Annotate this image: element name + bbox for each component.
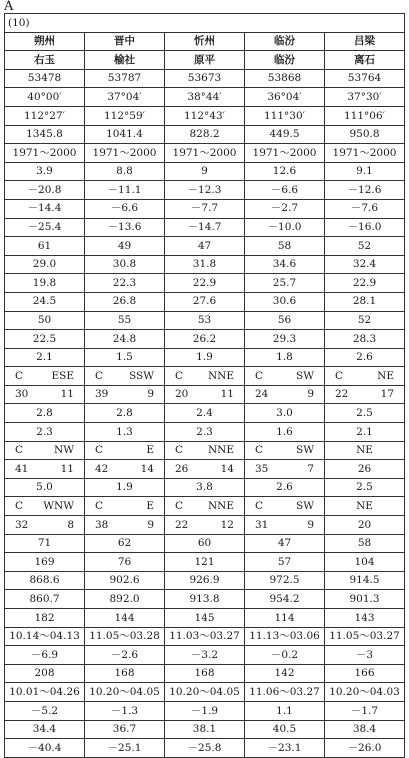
table-cell — [245, 385, 325, 404]
cell-part: C — [255, 499, 264, 512]
cell-part: 9 — [147, 388, 154, 401]
table-cell: 32.4 — [325, 255, 405, 274]
cell-part: 17 — [380, 388, 395, 401]
table-cell: －13.6 — [85, 218, 165, 237]
data-row — [5, 237, 405, 256]
table-cell: 2.4 — [165, 404, 245, 423]
table-cell: 25.7 — [245, 274, 325, 293]
table-cell: 901.3 — [325, 590, 405, 609]
table-cell: 168 — [165, 664, 245, 683]
cell-part: 32 — [15, 518, 29, 531]
table-cell: 950.8 — [325, 125, 405, 144]
table-cell: 原平 — [165, 51, 245, 70]
table-cell: －0.2 — [245, 646, 325, 665]
table-cell: 1.9 — [165, 348, 245, 367]
cell-part: 9 — [147, 518, 154, 531]
data-row — [5, 478, 405, 497]
table-cell: 11.06～03.27 — [245, 683, 325, 702]
cell-part: SSW — [129, 369, 154, 382]
table-cell: 2.8 — [85, 404, 165, 423]
cell-part: SW — [296, 369, 314, 382]
table-cell: 144 — [85, 609, 165, 628]
table-cell: 2.6 — [245, 478, 325, 497]
table-cell: 860.7 — [5, 590, 85, 609]
table-cell: －1.9 — [165, 701, 245, 720]
table-cell: 1971～2000 — [245, 144, 325, 163]
table-cell: 104 — [325, 553, 405, 572]
cell-part: 31 — [255, 518, 269, 531]
table-cell: 47 — [245, 534, 325, 553]
data-row — [5, 181, 405, 200]
table-cell: －3.2 — [165, 646, 245, 665]
cell-part: NNE — [207, 369, 234, 382]
table-cell — [85, 460, 165, 479]
data-row — [5, 646, 405, 665]
table-cell: 828.2 — [165, 125, 245, 144]
cell-part: 11 — [220, 388, 234, 401]
table-cell — [325, 441, 405, 460]
table-cell — [5, 367, 85, 386]
table-cell: 29.0 — [5, 255, 85, 274]
table-cell: 38.4 — [325, 720, 405, 739]
cell-part: 8 — [67, 518, 74, 531]
table-cell: 34.6 — [245, 255, 325, 274]
data-row — [5, 534, 405, 553]
table-cell: 143 — [325, 609, 405, 628]
cell-part: 22 — [175, 518, 189, 531]
data-row — [5, 683, 405, 702]
data-row — [5, 590, 405, 609]
data-row — [5, 292, 405, 311]
table-cell: 8.8 — [85, 162, 165, 181]
table-cell — [165, 385, 245, 404]
table-cell — [165, 460, 245, 479]
table-cell: 168 — [85, 664, 165, 683]
cell-part: E — [146, 444, 154, 457]
cell-part: NW — [54, 444, 74, 457]
cell-part: NNE — [207, 499, 234, 512]
data-row — [5, 739, 405, 758]
table-cell: 10.20～04.05 — [85, 683, 165, 702]
table-cell: －12.3 — [165, 181, 245, 200]
cell-part: C — [95, 499, 104, 512]
table-cell: 1041.4 — [85, 125, 165, 144]
cell-part: 39 — [95, 388, 109, 401]
table-cell: －5.2 — [5, 701, 85, 720]
cell-part: 30 — [15, 388, 29, 401]
table-cell — [325, 385, 405, 404]
table-cell — [325, 460, 405, 479]
table-cell: 892.0 — [85, 590, 165, 609]
table-cell: －2.7 — [245, 199, 325, 218]
table-cell: 53673 — [165, 69, 245, 88]
table-cell: 76 — [85, 553, 165, 572]
data-row — [5, 125, 405, 144]
table-cell: －26.0 — [325, 739, 405, 758]
table-cell: 972.5 — [245, 571, 325, 590]
table-cell — [85, 516, 165, 535]
table-cell: 145 — [165, 609, 245, 628]
cell-part: C — [95, 369, 104, 382]
data-row — [5, 330, 405, 349]
table-cell: 1.5 — [85, 348, 165, 367]
table-cell: 2.6 — [325, 348, 405, 367]
table-cell: 58 — [325, 534, 405, 553]
table-cell: 111°06′ — [325, 106, 405, 125]
table-cell — [5, 497, 85, 516]
table-cell: 26.8 — [85, 292, 165, 311]
table-cell: 53478 — [5, 69, 85, 88]
table-cell: 902.6 — [85, 571, 165, 590]
table-cell: 47 — [165, 237, 245, 256]
cell-part: C — [175, 369, 184, 382]
cell-part: 22 — [335, 388, 349, 401]
table-cell — [85, 497, 165, 516]
table-cell: 38°44′ — [165, 88, 245, 107]
data-row — [5, 701, 405, 720]
table-cell: 5.0 — [5, 478, 85, 497]
table-cell: 3.0 — [245, 404, 325, 423]
table-cell: 2.1 — [325, 423, 405, 442]
data-row — [5, 199, 405, 218]
table-cell: 2.3 — [165, 423, 245, 442]
table-cell — [85, 385, 165, 404]
cell-part: SW — [296, 499, 314, 512]
table-cell: 166 — [325, 664, 405, 683]
table-caption: (10) — [5, 14, 405, 33]
table-cell: 169 — [5, 553, 85, 572]
table-cell: 28.1 — [325, 292, 405, 311]
table-cell: 31.8 — [165, 255, 245, 274]
table-cell — [5, 385, 85, 404]
table-cell: 9.1 — [325, 162, 405, 181]
table-cell: 9 — [165, 162, 245, 181]
table-cell — [325, 497, 405, 516]
table-cell: 12.6 — [245, 162, 325, 181]
table-cell: 26.2 — [165, 330, 245, 349]
table-cell: 62 — [85, 534, 165, 553]
table-cell: 右玉 — [5, 51, 85, 70]
cell-part: E — [146, 499, 154, 512]
table-cell: 忻州 — [165, 32, 245, 51]
table-cell: －6.6 — [85, 199, 165, 218]
table-cell: 朔州 — [5, 32, 85, 51]
table-cell: 28.3 — [325, 330, 405, 349]
caption-row — [5, 14, 405, 33]
table-cell: －16.0 — [325, 218, 405, 237]
table-cell: 临汾 — [245, 51, 325, 70]
cell-part: WNW — [43, 499, 74, 512]
table-cell: 114 — [245, 609, 325, 628]
table-cell: 吕梁 — [325, 32, 405, 51]
table-cell: －25.8 — [165, 739, 245, 758]
data-row — [5, 720, 405, 739]
table-cell: －6.9 — [5, 646, 85, 665]
table-cell — [85, 441, 165, 460]
cell-part: 7 — [307, 462, 314, 475]
wind-freq-row — [5, 385, 405, 404]
cell-part: SW — [296, 444, 314, 457]
table-cell — [165, 367, 245, 386]
cell-part: C — [95, 444, 104, 457]
table-cell: 954.2 — [245, 590, 325, 609]
table-cell: 29.3 — [245, 330, 325, 349]
table-cell — [85, 367, 165, 386]
table-cell: 10.14～04.13 — [5, 627, 85, 646]
table-cell: 榆社 — [85, 51, 165, 70]
data-row — [5, 255, 405, 274]
data-row — [5, 311, 405, 330]
cell-part: 11 — [60, 462, 74, 475]
data-row — [5, 69, 405, 88]
table-cell: 30.6 — [245, 292, 325, 311]
table-cell: 11.13～03.06 — [245, 627, 325, 646]
table-cell: －6.6 — [245, 181, 325, 200]
city-row — [5, 32, 405, 51]
table-cell: 2.3 — [5, 423, 85, 442]
table-cell: 61 — [5, 237, 85, 256]
cell-part: 38 — [95, 518, 109, 531]
table-cell: 36.7 — [85, 720, 165, 739]
table-cell: 37°30′ — [325, 88, 405, 107]
cell-part: 35 — [255, 462, 269, 475]
data-row — [5, 553, 405, 572]
table-cell: 914.5 — [325, 571, 405, 590]
cell-part: 14 — [140, 462, 154, 475]
table-cell: 49 — [85, 237, 165, 256]
table-cell — [325, 516, 405, 535]
table-cell: 58 — [245, 237, 325, 256]
cell-part: C — [175, 444, 184, 457]
table-cell: 1.8 — [245, 348, 325, 367]
cell-part: C — [175, 499, 184, 512]
cell-part: 41 — [15, 462, 29, 475]
climate-data-table — [4, 13, 405, 758]
table-cell — [165, 516, 245, 535]
cell-part: 26 — [175, 462, 189, 475]
cell-part: 11 — [60, 388, 74, 401]
cell-part: 26 — [357, 462, 372, 475]
wind-freq-row — [5, 516, 405, 535]
cell-part: C — [335, 369, 344, 382]
table-cell: －3 — [325, 646, 405, 665]
cell-part: 42 — [95, 462, 109, 475]
table-cell: －25.4 — [5, 218, 85, 237]
data-row — [5, 144, 405, 163]
table-cell: 1.3 — [85, 423, 165, 442]
table-cell: 40.5 — [245, 720, 325, 739]
table-cell: 22.9 — [325, 274, 405, 293]
table-cell: 1971～2000 — [325, 144, 405, 163]
table-cell: 2.5 — [325, 478, 405, 497]
cell-part: 9 — [307, 388, 314, 401]
data-row — [5, 627, 405, 646]
table-cell — [5, 441, 85, 460]
table-cell — [165, 497, 245, 516]
table-cell: －12.6 — [325, 181, 405, 200]
cell-part: 12 — [220, 518, 234, 531]
wind-row — [5, 497, 405, 516]
table-cell: －40.4 — [5, 739, 85, 758]
table-cell: 晋中 — [85, 32, 165, 51]
data-row — [5, 106, 405, 125]
cell-part: ESE — [51, 369, 74, 382]
data-row — [5, 423, 405, 442]
table-cell — [245, 460, 325, 479]
table-cell — [165, 441, 245, 460]
table-cell: －7.7 — [165, 199, 245, 218]
cell-part: C — [255, 444, 264, 457]
table-cell: 913.8 — [165, 590, 245, 609]
cell-part: C — [15, 499, 24, 512]
table-cell: －20.8 — [5, 181, 85, 200]
table-cell: 112°27′ — [5, 106, 85, 125]
station-row — [5, 51, 405, 70]
table-cell: 71 — [5, 534, 85, 553]
cell-part: NE — [356, 499, 373, 512]
table-cell: 1971～2000 — [165, 144, 245, 163]
table-cell — [245, 441, 325, 460]
table-cell: 34.4 — [5, 720, 85, 739]
table-cell: 449.5 — [245, 125, 325, 144]
cell-part: NE — [377, 369, 395, 382]
table-cell: 142 — [245, 664, 325, 683]
table-cell: 57 — [245, 553, 325, 572]
table-cell: 52 — [325, 311, 405, 330]
wind-row — [5, 441, 405, 460]
table-cell: 1.6 — [245, 423, 325, 442]
table-cell: 868.6 — [5, 571, 85, 590]
section-letter: A — [4, 0, 14, 14]
table-cell — [245, 516, 325, 535]
cell-part: 20 — [357, 518, 372, 531]
table-cell: －23.1 — [245, 739, 325, 758]
table-cell: 60 — [165, 534, 245, 553]
table-cell — [325, 367, 405, 386]
table-cell: 38.1 — [165, 720, 245, 739]
table-cell: 22.9 — [165, 274, 245, 293]
table-cell: 37°04′ — [85, 88, 165, 107]
table-cell: 52 — [325, 237, 405, 256]
table-cell: 离石 — [325, 51, 405, 70]
table-cell: 50 — [5, 311, 85, 330]
table-cell: －10.0 — [245, 218, 325, 237]
table-cell: 10.20～04.05 — [165, 683, 245, 702]
table-cell: 112°43′ — [165, 106, 245, 125]
table-cell — [5, 460, 85, 479]
table-cell: 临汾 — [245, 32, 325, 51]
table-cell: 1971～2000 — [5, 144, 85, 163]
table-cell: 53764 — [325, 69, 405, 88]
table-cell: 3.8 — [165, 478, 245, 497]
table-cell: －2.6 — [85, 646, 165, 665]
table-cell: 40°00′ — [5, 88, 85, 107]
data-row — [5, 609, 405, 628]
table-cell: 19.8 — [5, 274, 85, 293]
table-cell: 55 — [85, 311, 165, 330]
table-cell: －14.7 — [165, 218, 245, 237]
data-row — [5, 218, 405, 237]
table-cell: 121 — [165, 553, 245, 572]
table-cell: 24.5 — [5, 292, 85, 311]
table-cell: 1345.8 — [5, 125, 85, 144]
cell-part: 20 — [175, 388, 189, 401]
table-cell: 3.9 — [5, 162, 85, 181]
table-cell: 53 — [165, 311, 245, 330]
cell-part: C — [15, 369, 24, 382]
table-cell: 112°59′ — [85, 106, 165, 125]
table-cell: 22.3 — [85, 274, 165, 293]
table-cell: 1.1 — [245, 701, 325, 720]
table-cell: 2.5 — [325, 404, 405, 423]
table-cell: －1.7 — [325, 701, 405, 720]
cell-part: 24 — [255, 388, 269, 401]
data-row — [5, 88, 405, 107]
table-cell: 926.9 — [165, 571, 245, 590]
table-cell: 11.05～03.27 — [325, 627, 405, 646]
table-cell — [245, 497, 325, 516]
cell-part: C — [15, 444, 24, 457]
table-cell: 1971～2000 — [85, 144, 165, 163]
data-row — [5, 664, 405, 683]
wind-row — [5, 367, 405, 386]
data-row — [5, 274, 405, 293]
wind-freq-row — [5, 460, 405, 479]
data-row — [5, 404, 405, 423]
table-cell — [245, 367, 325, 386]
table-cell: 11.03～03.27 — [165, 627, 245, 646]
table-cell: 111°30′ — [245, 106, 325, 125]
table-cell: －25.1 — [85, 739, 165, 758]
table-cell: －1.3 — [85, 701, 165, 720]
table-cell: 24.8 — [85, 330, 165, 349]
table-cell: 56 — [245, 311, 325, 330]
table-cell: 2.8 — [5, 404, 85, 423]
cell-part: 9 — [307, 518, 314, 531]
data-row — [5, 348, 405, 367]
table-cell: 30.8 — [85, 255, 165, 274]
table-cell: 10.01～04.26 — [5, 683, 85, 702]
table-cell: 182 — [5, 609, 85, 628]
table-cell: 27.6 — [165, 292, 245, 311]
table-cell: 36°04′ — [245, 88, 325, 107]
table-cell: 10.20～04.03 — [325, 683, 405, 702]
table-cell: －11.1 — [85, 181, 165, 200]
cell-part: C — [255, 369, 264, 382]
cell-part: NE — [356, 444, 373, 457]
data-row — [5, 571, 405, 590]
table-cell: －7.6 — [325, 199, 405, 218]
cell-part: NNE — [207, 444, 234, 457]
table-cell: 53787 — [85, 69, 165, 88]
data-row — [5, 162, 405, 181]
table-cell — [5, 516, 85, 535]
table-cell: 11.05～03.28 — [85, 627, 165, 646]
table-cell: 1.9 — [85, 478, 165, 497]
table-cell: 22.5 — [5, 330, 85, 349]
table-cell: 53868 — [245, 69, 325, 88]
table-cell: 208 — [5, 664, 85, 683]
cell-part: 14 — [220, 462, 234, 475]
table-cell: 2.1 — [5, 348, 85, 367]
table-cell: －14.4 — [5, 199, 85, 218]
